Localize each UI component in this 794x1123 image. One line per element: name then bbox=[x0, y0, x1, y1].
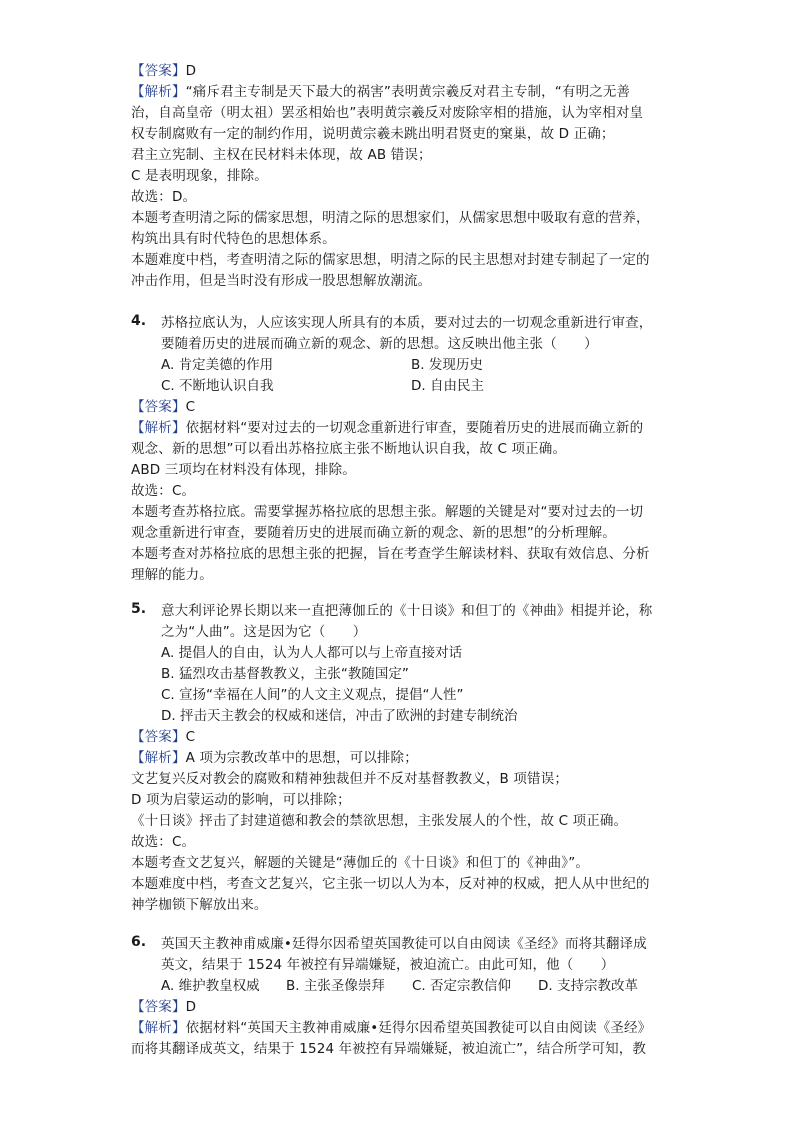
text-line: 故选：D。 bbox=[131, 189, 197, 205]
analysis-line: 【解析】依据材料“英国天主教神甫威廉•廷得尔因希望英国教徒可以自由阅读《圣经》 bbox=[131, 1020, 652, 1036]
question-number: 6. bbox=[131, 934, 147, 950]
text-line: 权专制腐败有一定的制约作用，说明黄宗羲未跳出明君贤吏的窠巢，故 D 正确； bbox=[131, 126, 615, 142]
text-line: 君主立宪制、主权在民材料未体现，故 AB 错误； bbox=[131, 147, 432, 163]
answer-line: 【答案】C bbox=[131, 399, 196, 415]
analysis-line: 【解析】依据材料“要对过去的一切观念重新进行审查，要随着历史的进展而确立新的 bbox=[131, 420, 644, 436]
analysis-tag: 【解析】 bbox=[131, 1020, 186, 1036]
option-a: A. 维护教皇权威 bbox=[161, 978, 260, 994]
analysis-line: 【解析】A 项为宗教改革中的思想，可以排除； bbox=[131, 750, 418, 766]
answer-tag: 【答案】 bbox=[131, 63, 186, 79]
answer-line: 【答案】C bbox=[131, 729, 196, 745]
option-c: C. 宣扬“幸福在人间”的人文主义观点，提倡“人性” bbox=[161, 687, 464, 703]
answer-tag: 【答案】 bbox=[131, 399, 186, 415]
text-line: 故选：C。 bbox=[131, 483, 196, 499]
option-c: C. 否定宗教信仰 bbox=[412, 978, 512, 994]
question-number: 4. bbox=[131, 313, 147, 329]
question-stem: 英文，结果于 1524 年被控有异端嫌疑，被迫流亡。由此可知，他（ ） bbox=[161, 957, 615, 973]
question-stem: 之为“人曲”。这是因为它（ ） bbox=[161, 624, 367, 640]
question-stem: 意大利评论界长期以来一直把薄伽丘的《十日谈》和但丁的《神曲》相提并论，称 bbox=[161, 603, 653, 619]
text-line: 观念重新进行审查，要随着历史的进展而确立新的观念、新的思想”的分析理解。 bbox=[131, 525, 616, 541]
text-line: 构筑出具有时代特色的思想体系。 bbox=[131, 231, 336, 247]
answer-tag: 【答案】 bbox=[131, 999, 186, 1015]
analysis-line: 【解析】“痛斥君主专制是天下最大的祸害”表明黄宗羲反对君主专制，“有明之无善 bbox=[131, 84, 631, 100]
text-line: C 是表明现象，排除。 bbox=[131, 168, 268, 184]
option-d: D. 自由民主 bbox=[411, 378, 484, 394]
question-stem: 苏格拉底认为，人应该实现人所具有的本质，要对过去的一切观念重新进行审查， bbox=[161, 315, 653, 331]
option-d: D. 抨击天主教会的权威和迷信，冲击了欧洲的封建专制统治 bbox=[161, 708, 518, 724]
text-line: 冲击作用，但是当时没有形成一股思想解放潮流。 bbox=[131, 273, 432, 289]
option-b: B. 主张圣像崇拜 bbox=[286, 978, 385, 994]
answer-line: 【答案】D bbox=[131, 63, 197, 79]
question-stem: 英国天主教神甫威廉•廷得尔因希望英国教徒可以自由阅读《圣经》而将其翻译成 bbox=[161, 936, 647, 952]
analysis-tag: 【解析】 bbox=[131, 84, 186, 100]
text-line: 本题考查文艺复兴，解题的关键是“薄伽丘的《十日谈》和但丁的《神曲》”。 bbox=[131, 855, 589, 871]
text-line: 故选：C。 bbox=[131, 834, 196, 850]
text-line: 神学枷锁下解放出来。 bbox=[131, 897, 268, 913]
text-line: 文艺复兴反对教会的腐败和精神独裁但并不反对基督教教义，B 项错误； bbox=[131, 771, 569, 787]
text-line: 本题难度中档，考查明清之际的儒家思想，明清之际的民主思想对封建专制起了一定的 bbox=[131, 252, 650, 268]
answer-tag: 【答案】 bbox=[131, 729, 186, 745]
text-line: 本题考查明清之际的儒家思想，明清之际的思想家们，从儒家思想中吸取有意的营养， bbox=[131, 210, 650, 226]
text-line: 治，自高皇帝（明太祖）罢丞相始也”表明黄宗羲反对废除宰相的措施，认为宰相对皇 bbox=[131, 105, 644, 121]
analysis-tag: 【解析】 bbox=[131, 750, 186, 766]
text-line: 本题考查对苏格拉底的思想主张的把握，旨在考查学生解读材料、获取有效信息、分析 bbox=[131, 546, 650, 562]
option-b: B. 猛烈攻击基督教教义，主张“教随国定” bbox=[161, 666, 409, 682]
text-line: 观念、新的思想”可以看出苏格拉底主张不断地认识自我，故 C 项正确。 bbox=[131, 441, 567, 457]
option-c: C. 不断地认识自我 bbox=[161, 378, 274, 394]
question-number: 5. bbox=[131, 601, 147, 617]
text-line: 本题难度中档，考查文艺复兴，它主张一切以人为本，反对神的权威，把人从中世纪的 bbox=[131, 876, 650, 892]
text-line: ABD 三项均在材料没有体现，排除。 bbox=[131, 462, 356, 478]
option-a: A. 提倡人的自由，认为人人都可以与上帝直接对话 bbox=[161, 645, 463, 661]
text-line: 本题考查苏格拉底。需要掌握苏格拉底的思想主张。解题的关键是对“要对过去的一切 bbox=[131, 504, 644, 520]
text-line: 理解的能力。 bbox=[131, 567, 213, 583]
question-stem: 要随着历史的进展而确立新的观念、新的思想。这反映出他主张（ ） bbox=[161, 336, 598, 352]
option-b: B. 发现历史 bbox=[411, 357, 483, 373]
text-line: 而将其翻译成英文，结果于 1524 年被控有异端嫌疑，被迫流亡”，结合所学可知，教 bbox=[131, 1041, 647, 1057]
text-line: D 项为启蒙运动的影响，可以排除； bbox=[131, 792, 351, 808]
option-d: D. 支持宗教改革 bbox=[538, 978, 638, 994]
option-a: A. 肯定美德的作用 bbox=[161, 357, 274, 373]
analysis-tag: 【解析】 bbox=[131, 420, 186, 436]
text-line: 《十日谈》抨击了封建道德和教会的禁欲思想，主张发展人的个性，故 C 项正确。 bbox=[131, 813, 628, 829]
answer-line: 【答案】D bbox=[131, 999, 197, 1015]
